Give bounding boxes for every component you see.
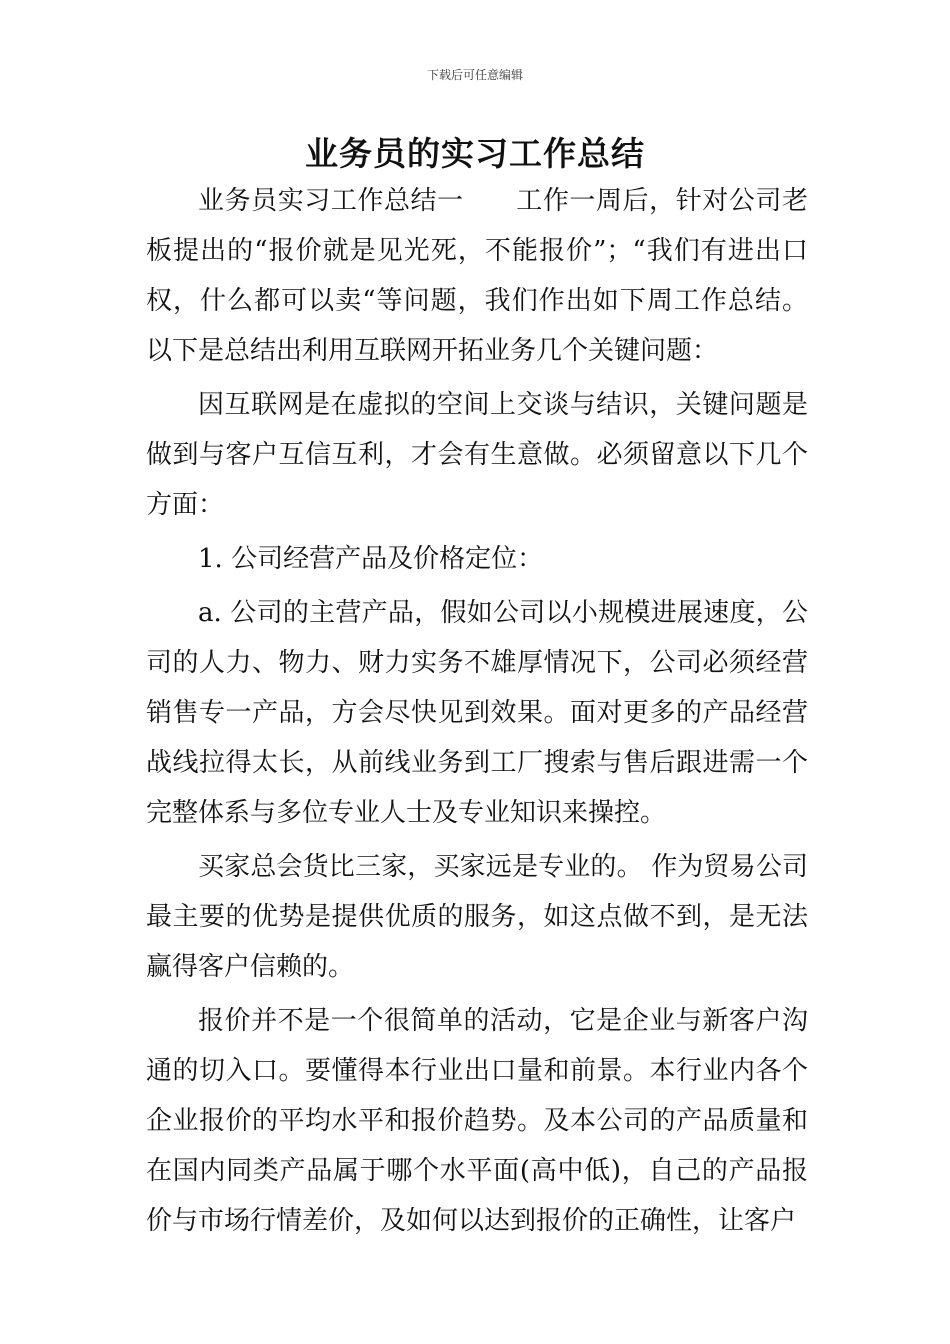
paragraph: a. 公司的主营产品，假如公司以小规模进展速度，公司的人力、物力、财力实务不雄厚情况下，公司必须经营销售专一产品，方会尽快见到效果。面对更多的产品经营战线拉得太长，从前线业务到工厂搜索与售后跟进需一个完整体系与多位专业人士及专业知识来操控。 xyxy=(146,598,808,828)
paragraph: 报价并不是一个很简单的活动，它是企业与新客户沟通的切入口。要懂得本行业出口量和前景。本行业内各个企业报价的平均水平和报价趋势。及本公司的产品质量和在国内同类产品属于哪个水平面(高中低)，自己的产品报价与市场行情差价，及如何以达到报价的正确性，让客户 xyxy=(146,1006,808,1236)
header-note: 下载后可任意编辑 xyxy=(426,68,523,82)
paragraph-text: 工作一周后，针对公司老板提出的“报价就是见光死，不能报价”；“我们有进出口权，什么都可以卖“等问题，我们作出如下周工作总结。以下是总结出利用互联网开拓业务几个关键问题： xyxy=(146,186,808,366)
document-body xyxy=(146,176,808,1246)
document-title: 业务员的实习工作总结 xyxy=(305,134,645,173)
paragraph-intro xyxy=(146,176,808,376)
paragraph-lead: 业务员实习工作总结一 xyxy=(198,186,464,216)
paragraph-heading: 1. 公司经营产品及价格定位： xyxy=(198,544,544,574)
paragraph: 因互联网是在虚拟的空间上交谈与结识，关键问题是做到与客户互信互利，才会有生意做。必须留意以下几个方面： xyxy=(146,390,808,520)
paragraph: 买家总会货比三家，买家远是专业的。 作为贸易公司最主要的优势是提供优质的服务，如这点做不到，是无法赢得客户信赖的。 xyxy=(146,852,808,982)
